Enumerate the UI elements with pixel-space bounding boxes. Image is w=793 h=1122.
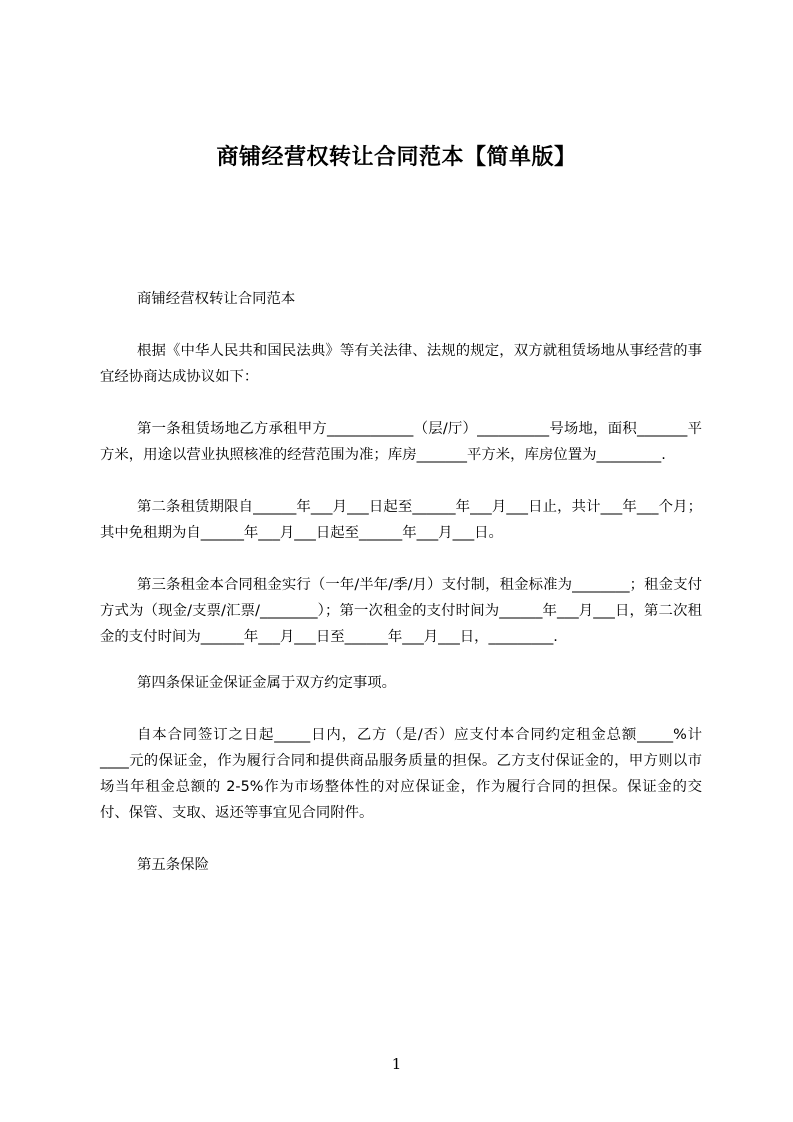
document-title: 商铺经营权转让合同范本【简单版】 — [216, 145, 577, 170]
paragraph-deposit: 自本合同签订之日起_____日内，乙方（是/否）应支付本合同约定租金总额_____%计____元的保证金，作为履行合同和提供商品服务质量的担保。乙方支付保证金的，甲方则以市场当年租金总额的 2-5%作为市场整体性的对应保证金，作为履行合同的担保。保证金的交付、保管、支取、返还等事宜见合同附件。 — [100, 727, 702, 821]
paragraph-article-5: 第五条保险 — [137, 857, 209, 873]
paragraph-preamble: 根据《中华人民共和国民法典》等有关法律、法规的规定，双方就租赁场地从事经营的事宜经协商达成协议如下： — [100, 343, 702, 385]
page-number: 1 — [391, 1055, 402, 1073]
paragraph-article-3: 第三条租金本合同租金实行（一年/半年/季/月）支付制，租金标准为________；租金支付方式为（现金/支票/汇票/________）；第一次租金的支付时间为______年___月___日，第二次租金的支付时间为______年___月___日至______年___月___日，_________. — [100, 577, 702, 645]
paragraph-article-2: 第二条租赁期限自______年___月___日起至______年___月___日止，共计___年___个月；其中免租期为自______年___月___日起至______年___月___日。 — [100, 499, 702, 541]
paragraph-heading: 商铺经营权转让合同范本 — [137, 291, 296, 307]
document-body — [100, 286, 702, 878]
paragraph-article-1: 第一条租赁场地乙方承租甲方____________（层/厅）__________号场地，面积_______平方米，用途以营业执照核准的经营范围为准；库房_______平方米，库房位置为_________. — [100, 421, 702, 463]
paragraph-article-4: 第四条保证金保证金属于双方约定事项。 — [137, 675, 397, 691]
